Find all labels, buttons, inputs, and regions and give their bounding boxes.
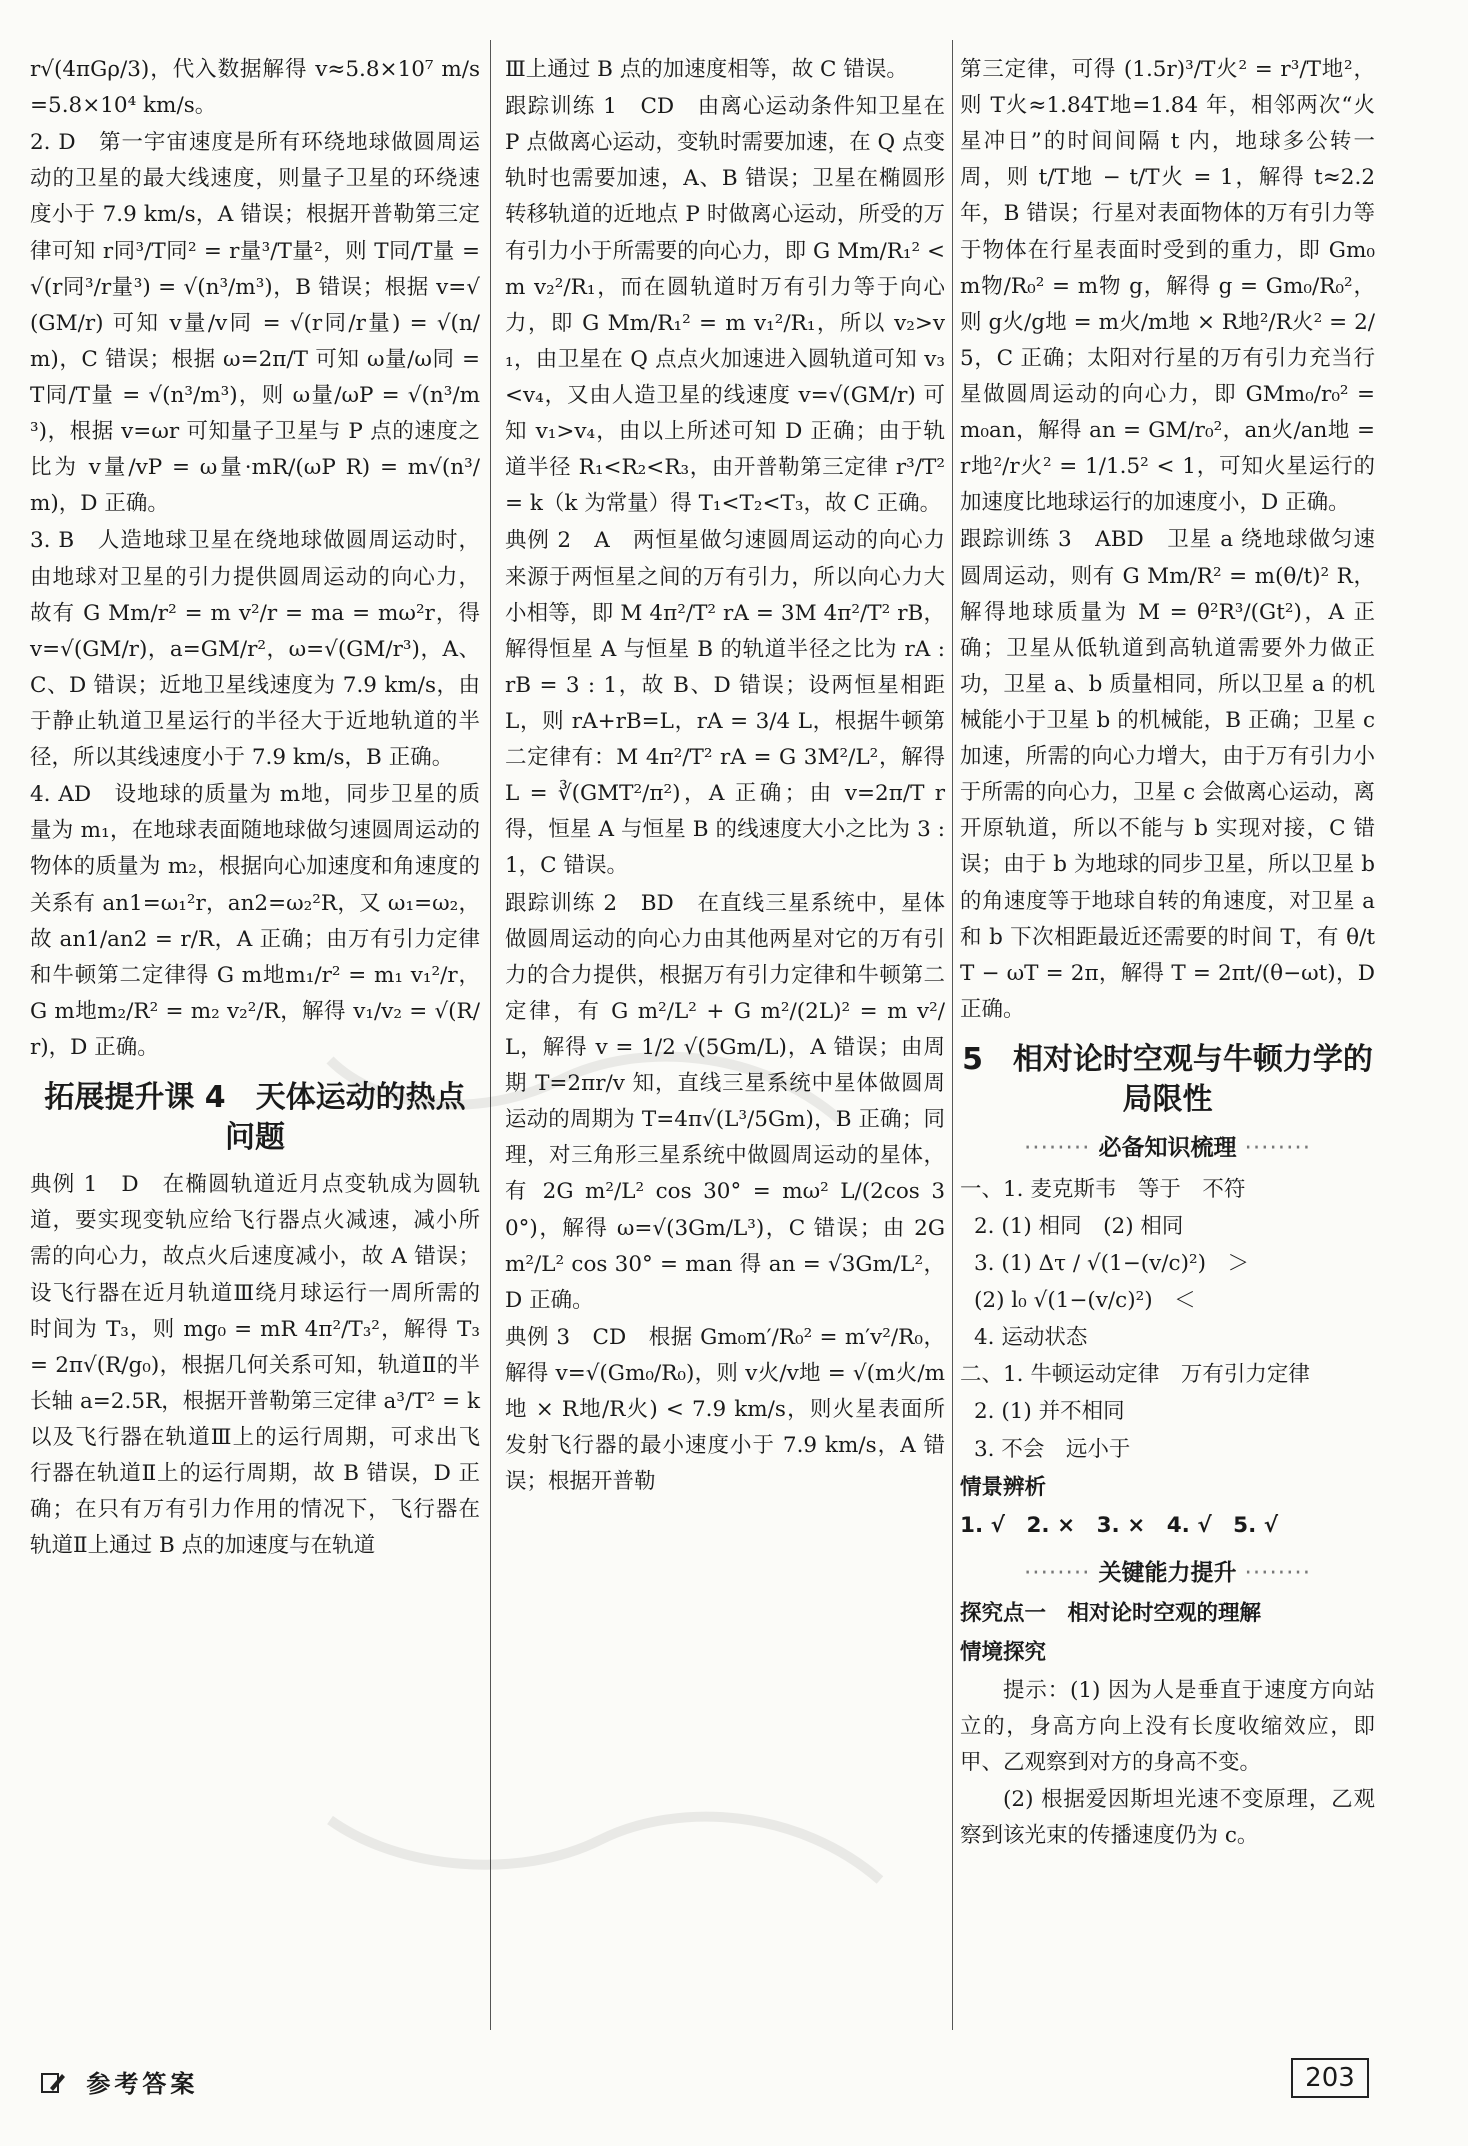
page-number: 203: [1291, 2058, 1369, 2098]
tracking-exercise-1: 跟踪训练 1 CD 由离心运动条件知卫星在 P 点做离心运动，变轨时需要加速，在 Q 点变轨时也需要加速，A、B 错误；卫星在椭圆形转移轨道的近地点 P 时做离心运动，所受的万有引力小于所需要的向心力，即 G Mm/R₁² < m v₂²/R₁，而在圆轨道时万有引力等于向心力，即 G Mm/R₁² = m v₁²/R₁，所以 v₂>v₁，由卫星在 Q 点点火加速进入圆轨道可知 v₃<v₄，又由人造卫星的线速度 v=√(GM/r) 可知 v₁>v₄，由以上所述可知 D 正确；由于轨道半径 R₁<R₂<R₃，由开普勒第三定律 r³/T² = k（k 为常量）得 T₁<T₂<T₃，故 C 正确。: [505, 94, 945, 517]
knowledge-item: 二、1. 牛顿运动定律 万有引力定律: [960, 1362, 1310, 1388]
knowledge-item: 3. 不会 远小于: [974, 1436, 1131, 1462]
footer-text: 参考答案: [86, 2070, 199, 2098]
example-1: 典例 1 D 在椭圆轨道近月点变轨成为圆轨道，要实现变轨应给飞行器点火减速，减小所需的向心力，故点火后速度减小，故 A 错误；设飞行器在近月轨道Ⅲ绕月球运行一周所需的时间为 T₃，则 mg₀ = mR 4π²/T₃²，解得 T₃ = 2π√(R/g₀)，根据几何关系可知，轨道Ⅱ的半长轴 a=2.5R，根据开普勒第三定律 a³/T² = k 以及飞行器在轨道Ⅲ上的运行周期，可求出飞行器在轨道Ⅱ上的运行周期，故 B 错误，D 正确；在只有万有引力作用的情况下，飞行器在轨道Ⅱ上通过 B 点的加速度与在轨道: [30, 1172, 480, 1559]
column-middle: [505, 52, 945, 1501]
knowledge-item: 4. 运动状态: [974, 1325, 1088, 1351]
tracking-exercise-2: 跟踪训练 2 BD 在直线三星系统中，星体做圆周运动的向心力由其他两星对它的万有引力的合力提供，根据万有引力定律和牛顿第二定律，有 G m²/L² + G m²/(2L)² = m v²/L，解得 v = 1/2 √(5Gm/L)，A 错误；由周期 T=2πr/v 知，直线三星系统中星体做圆周运动的周期为 T=4π√(L³/5Gm)，B 正确；同理，对三角形三星系统中做圆周运动的星体，有 2G m²/L² cos 30° = mω² L/(2cos 30°)，解得 ω=√(3Gm/L³)，C 错误；由 2G m²/L² cos 30° = man 得 an = √3Gm/L²，D 正确。: [505, 890, 945, 1313]
column-divider: [952, 40, 953, 2030]
example-3-continuation: 第三定律，可得 (1.5r)³/T火² = r³/T地²，则 T火≈1.84T地=1.84 年，相邻两次“火星冲日”的时间间隔 t 内，地球多公转一周，则 t/T地 − t/T火 = 1，解得 t≈2.2 年，B 错误；行星对表面物体的万有引力等于物体在行星表面时受到的重力，即 Gm₀m物/R₀² = m物 g，解得 g = Gm₀/R₀²，则 g火/g地 = m火/m地 × R地²/R火² = 2/5，C 正确；太阳对行星的万有引力充当行星做圆周运动的向心力，即 GMm₀/r₀² = m₀an，解得 an = GM/r₀²，an火/an地 = r地²/r火² = 1/1.5² < 1，可知火星运行的加速度比地球运行的加速度小，D 正确。: [960, 57, 1375, 516]
tracking-exercise-3: 跟踪训练 3 ABD 卫星 a 绕地球做匀速圆周运动，则有 G Mm/R² = m(θ/t)² R，解得地球质量为 M = θ²R³/(Gt²)，A 正确；卫星从低轨道到高轨道需要外力做正功，卫星 a、b 质量相同，所以卫星 a 的机械能小于卫星 b 的机械能，B 正确；卫星 c 加速，所需的向心力增大，由于万有引力小于所需的向心力，卫星 c 会做离心运动，离开原轨道，所以不能与 b 实现对接，C 错误；由于 b 为地球的同步卫星，所以卫星 b 的角速度等于地球自转的角速度，对卫星 a 和 b 下次相距最近还需要的时间 T，有 θ/t T − ωT = 2π，解得 T = 2πt/(θ−ωt)，D 正确。: [960, 527, 1375, 1022]
answer-continuation: r√(4πGρ/3)，代入数据解得 v≈5.8×10⁷ m/s=5.8×10⁴ km/s。: [30, 57, 480, 119]
column-right: [960, 52, 1375, 1855]
column-left: [30, 52, 480, 1565]
example-3: 典例 3 CD 根据 Gm₀m′/R₀² = m′v²/R₀，解得 v=√(Gm₀/R₀)，则 v火/v地 = √(m火/m地 × R地/R火) < 7.9 km/s，则火星表面所发射飞行器的最小速度小于 7.9 km/s，A 错误；根据开普勒: [505, 1324, 945, 1495]
knowledge-item: 3. (1) Δτ / √(1−(v/c)²) ＞: [974, 1250, 1249, 1276]
column-divider: [490, 40, 491, 2030]
answer-2: 2. D 第一宇宙速度是所有环绕地球做圆周运动的卫星的最大线速度，则量子卫星的环绕速度小于 7.9 km/s，A 错误；根据开普勒第三定律可知 r同³/T同² = r量³/T量²，则 T同/T量 = √(r同³/r量³) = √(n³/m³)，B 错误；根据 v=√(GM/r) 可知 v量/v同 = √(r同/r量) = √(n/m)，C 错误；根据 ω=2π/T 可知 ω量/ω同 = T同/T量 = √(n³/m³)，则 ω量/ωP = √(n³/m³)，根据 v=ωr 可知量子卫星与 P 点的速度之比为 v量/vP = ω量·mR/(ωP R) = m√(n³/m)，D 正确。: [30, 130, 480, 517]
scenario-inquiry-title: 情境探究: [960, 1639, 1047, 1665]
knowledge-item: (2) l₀ √(1−(v/c)²) ＜: [974, 1288, 1196, 1314]
section-bar-knowledge: ········ 必备知识梳理 ········: [1023, 1135, 1312, 1162]
hint-1: 提示：(1) 因为人是垂直于速度方向站立的，身高方向上没有长度收缩效应，即甲、乙观察到对方的身高不变。: [960, 1677, 1375, 1775]
pen-icon: [40, 2070, 66, 2096]
example-2: 典例 2 A 两恒星做匀速圆周运动的向心力来源于两恒星之间的万有引力，所以向心力大小相等，即 M 4π²/T² rA = 3M 4π²/T² rB，解得恒星 A 与恒星 B 的轨道半径之比为 rA : rB = 3 : 1，故 B、D 错误；设两恒星相距 L，则 rA+rB=L，rA = 3/4 L，根据牛顿第二定律有：M 4π²/T² rA = G 3M²/L²，解得 L = ∛(GMT²/π²)，A 正确；由 v=2π/T r 得，恒星 A 与恒星 B 的线速度大小之比为 3 : 1，C 错误。: [505, 528, 945, 879]
section-heading-relativity: 5 相对论时空观与牛顿力学的局限性: [962, 1041, 1373, 1117]
knowledge-item: 2. (1) 并不相同: [974, 1399, 1125, 1425]
answer-4: 4. AD 设地球的质量为 m地，同步卫星的质量为 m₁，在地球表面随地球做匀速圆周运动的物体的质量为 m₂，根据向心加速度和角速度的关系有 an1=ω₁²r，an2=ω₂²R，又 ω₁=ω₂，故 an1/an2 = r/R，A 正确；由万有引力定律和牛顿第二定律得 G m地m₁/r² = m₁ v₁²/r，G m地m₂/R² = m₂ v₂²/R，解得 v₁/v₂ = √(R/r)，D 正确。: [30, 782, 480, 1060]
hint-2: (2) 根据爱因斯坦光速不变原理，乙观察到该光束的传播速度仍为 c。: [960, 1787, 1375, 1849]
section-bar-ability: ········ 关键能力提升 ········: [1023, 1559, 1312, 1586]
scenario-judgement-answers: 1. √ 2. × 3. × 4. √ 5. √: [960, 1512, 1279, 1538]
answer-3: 3. B 人造地球卫星在绕地球做圆周运动时，由地球对卫星的引力提供圆周运动的向心力，故有 G Mm/r² = m v²/r = ma = mω²r，得 v=√(GM/r)，a=GM/r²，ω=√(GM/r³)，A、C、D 错误；近地卫星线速度为 7.9 km/s，由于静止轨道卫星运行的半径大于近地轨道的半径，所以其线速度小于 7.9 km/s，B 正确。: [30, 528, 480, 771]
example-1-continuation: Ⅲ上通过 B 点的加速度相等，故 C 错误。: [505, 57, 908, 82]
knowledge-item: 一、1. 麦克斯韦 等于 不符: [960, 1176, 1246, 1202]
section-heading-extension: 拓展提升课 4 天体运动的热点问题: [44, 1080, 466, 1155]
scenario-judgement-title: 情景辨析: [960, 1474, 1047, 1500]
inquiry-point-title: 探究点一 相对论时空观的理解: [960, 1601, 1262, 1627]
footer-label: [40, 2064, 198, 2099]
knowledge-item: 2. (1) 相同 (2) 相同: [974, 1213, 1184, 1239]
